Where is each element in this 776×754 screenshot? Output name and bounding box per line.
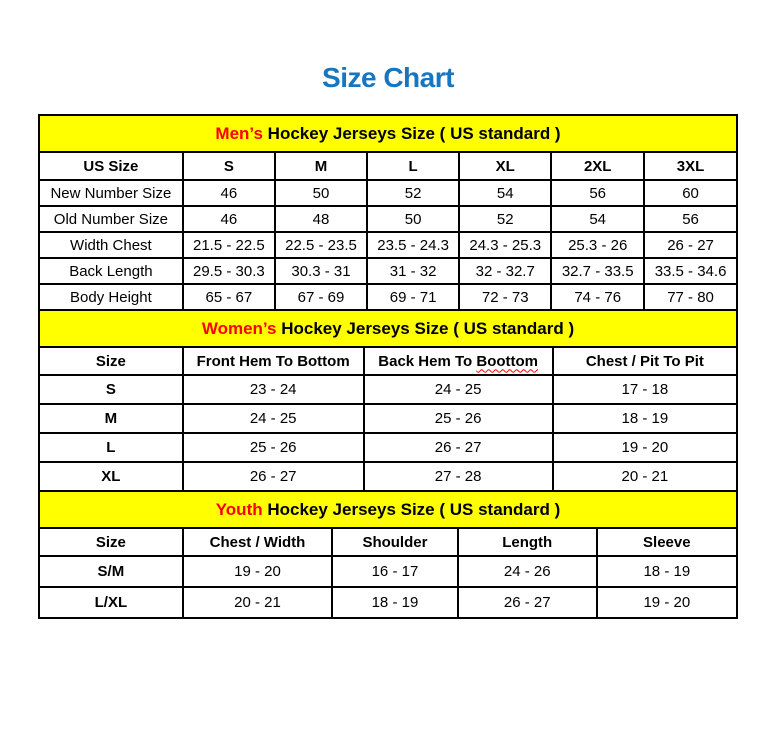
column-header: 3XL <box>644 152 737 180</box>
cell-value: 19 - 20 <box>597 587 737 618</box>
cell-value: 52 <box>367 180 459 206</box>
cell-value: 29.5 - 30.3 <box>183 258 275 284</box>
page <box>0 62 776 619</box>
row-label: L <box>39 433 183 462</box>
column-header: Front Hem To Bottom <box>183 347 364 375</box>
cell-value: 18 - 19 <box>553 404 737 433</box>
column-header: XL <box>459 152 551 180</box>
table-row <box>39 462 737 491</box>
table-row <box>39 404 737 433</box>
cell-value: 20 - 21 <box>553 462 737 491</box>
cell-value: 24 - 25 <box>183 404 364 433</box>
table-row <box>39 375 737 404</box>
table-row <box>39 433 737 462</box>
table-body <box>39 375 737 491</box>
column-header-row <box>39 152 737 180</box>
table-row <box>39 258 737 284</box>
cell-value: 32.7 - 33.5 <box>551 258 644 284</box>
section-heading-row <box>39 115 737 152</box>
cell-value: 46 <box>183 180 275 206</box>
section-heading-accent: Women’s <box>201 318 277 338</box>
row-label: Back Length <box>39 258 183 284</box>
section-heading-row <box>39 310 737 347</box>
cell-value: 54 <box>551 206 644 232</box>
table-row <box>39 232 737 258</box>
row-label: Old Number Size <box>39 206 183 232</box>
section-heading-accent: Youth <box>215 499 263 519</box>
row-label: Body Height <box>39 284 183 310</box>
table-row <box>39 556 737 587</box>
cell-value: 21.5 - 22.5 <box>183 232 275 258</box>
section-heading-rest: Hockey Jerseys Size ( US standard ) <box>262 499 561 519</box>
column-header: Chest / Pit To Pit <box>553 347 737 375</box>
cell-value: 24 - 26 <box>458 556 597 587</box>
column-header: Chest / Width <box>183 528 332 556</box>
cell-value: 67 - 69 <box>275 284 367 310</box>
column-header: Size <box>39 347 183 375</box>
row-label: L/XL <box>39 587 183 618</box>
cell-value: 52 <box>459 206 551 232</box>
size-chart <box>38 114 738 619</box>
table-row <box>39 206 737 232</box>
cell-value: 50 <box>367 206 459 232</box>
column-header-row <box>39 347 737 375</box>
cell-value: 65 - 67 <box>183 284 275 310</box>
cell-value: 20 - 21 <box>183 587 332 618</box>
section-heading-rest: Hockey Jerseys Size ( US standard ) <box>262 123 561 143</box>
cell-value: 18 - 19 <box>332 587 458 618</box>
cell-value: 48 <box>275 206 367 232</box>
table-row <box>39 284 737 310</box>
column-header: Shoulder <box>332 528 458 556</box>
cell-value: 26 - 27 <box>364 433 553 462</box>
cell-value: 16 - 17 <box>332 556 458 587</box>
cell-value: 17 - 18 <box>553 375 737 404</box>
table-row <box>39 180 737 206</box>
cell-value: 56 <box>551 180 644 206</box>
row-label: S/M <box>39 556 183 587</box>
cell-value: 74 - 76 <box>551 284 644 310</box>
row-label: XL <box>39 462 183 491</box>
cell-value: 23 - 24 <box>183 375 364 404</box>
column-header: Length <box>458 528 597 556</box>
cell-value: 25 - 26 <box>183 433 364 462</box>
table-body <box>39 180 737 310</box>
misspelled-word: Boottom <box>476 352 539 370</box>
cell-value: 26 - 27 <box>183 462 364 491</box>
cell-value: 54 <box>459 180 551 206</box>
page-title: Size Chart <box>322 62 454 93</box>
cell-value: 31 - 32 <box>367 258 459 284</box>
row-label: M <box>39 404 183 433</box>
cell-value: 69 - 71 <box>367 284 459 310</box>
cell-value: 32 - 32.7 <box>459 258 551 284</box>
column-header: 2XL <box>551 152 644 180</box>
cell-value: 19 - 20 <box>183 556 332 587</box>
column-header: L <box>367 152 459 180</box>
cell-value: 25 - 26 <box>364 404 553 433</box>
cell-value: 24.3 - 25.3 <box>459 232 551 258</box>
column-header-row <box>39 528 737 556</box>
size-table-womens <box>38 309 738 492</box>
cell-value: 23.5 - 24.3 <box>367 232 459 258</box>
row-label: New Number Size <box>39 180 183 206</box>
column-header <box>364 347 553 375</box>
cell-value: 25.3 - 26 <box>551 232 644 258</box>
column-header: US Size <box>39 152 183 180</box>
cell-value: 50 <box>275 180 367 206</box>
cell-value: 72 - 73 <box>459 284 551 310</box>
cell-value: 46 <box>183 206 275 232</box>
section-heading-row <box>39 491 737 528</box>
cell-value: 19 - 20 <box>553 433 737 462</box>
cell-value: 26 - 27 <box>458 587 597 618</box>
cell-value: 26 - 27 <box>644 232 737 258</box>
cell-value: 56 <box>644 206 737 232</box>
size-table-mens <box>38 114 738 311</box>
cell-value: 18 - 19 <box>597 556 737 587</box>
cell-value: 27 - 28 <box>364 462 553 491</box>
cell-value: 22.5 - 23.5 <box>275 232 367 258</box>
column-header: S <box>183 152 275 180</box>
size-table-youth <box>38 490 738 619</box>
section-heading <box>39 115 737 152</box>
cell-value: 60 <box>644 180 737 206</box>
cell-value: 77 - 80 <box>644 284 737 310</box>
cell-value: 24 - 25 <box>364 375 553 404</box>
cell-value: 30.3 - 31 <box>275 258 367 284</box>
row-label: S <box>39 375 183 404</box>
column-header: M <box>275 152 367 180</box>
section-heading-accent: Men’s <box>215 123 263 143</box>
column-header: Size <box>39 528 183 556</box>
column-header-text: Back Hem To <box>378 352 477 370</box>
section-heading <box>39 491 737 528</box>
table-row <box>39 587 737 618</box>
column-header: Sleeve <box>597 528 737 556</box>
section-heading-rest: Hockey Jerseys Size ( US standard ) <box>276 318 575 338</box>
table-body <box>39 556 737 618</box>
section-heading <box>39 310 737 347</box>
row-label: Width Chest <box>39 232 183 258</box>
cell-value: 33.5 - 34.6 <box>644 258 737 284</box>
